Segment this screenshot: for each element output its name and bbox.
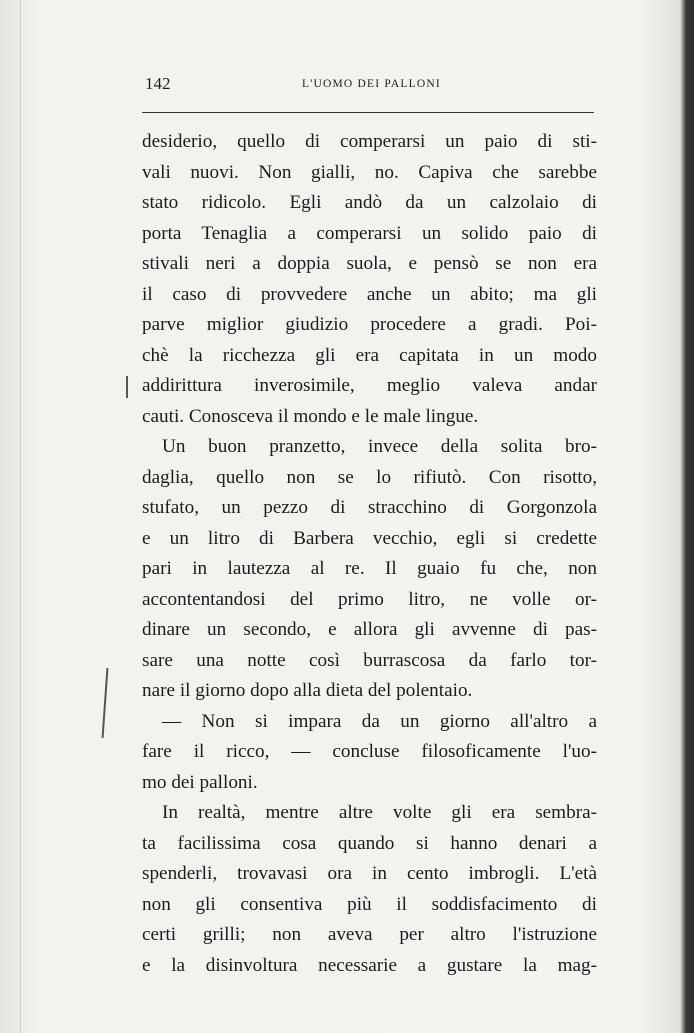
body-text [142, 127, 597, 981]
text-line: stato ridicolo. Egli andò da un calzolaio di [142, 192, 597, 213]
text-line: nare il giorno dopo alla dieta del polentaio. [142, 680, 473, 701]
running-title: L'UOMO DEI PALLONI [302, 78, 441, 90]
text-line: addirittura inverosimile, meglio valeva andar [142, 375, 597, 396]
text-line: fare il ricco, — concluse filosoficamente l'uo- [142, 741, 597, 762]
page-header [142, 74, 594, 104]
text-line: sare una notte così burrascosa da farlo tor- [142, 649, 597, 671]
text-line: cauti. Conosceva il mondo e le male lingue. [142, 405, 479, 427]
text-line: stivali neri a doppia suola, e pensò se non era [142, 253, 597, 274]
text-line: stufato, un pezzo di stracchino di Gorgonzola [142, 497, 597, 518]
text-line: ta facilissima cosa quando si hanno denari a [142, 832, 597, 854]
text-line: daglia, quello non se lo rifiutò. Con risotto, [142, 466, 597, 488]
text-line: chè la ricchezza gli era capitata in un modo [142, 344, 597, 366]
text-line: certi grilli; non aveva per altro l'istruzione [142, 924, 597, 945]
text-line: porta Tenaglia a comperarsi un solido paio di [142, 222, 597, 244]
page-edge-line [20, 0, 21, 1033]
text-line: e un litro di Barbera vecchio, egli si credette [142, 527, 597, 549]
margin-pencil-mark [102, 668, 109, 738]
text-line: accontentandosi del primo litro, ne volle or- [142, 588, 597, 610]
text-line: vali nuovi. Non gialli, no. Capiva che sarebbe [142, 161, 597, 183]
text-line: il caso di provvedere anche un abito; ma gli [142, 283, 597, 305]
text-line: Un buon pranzetto, invece della solita bro- [162, 436, 597, 457]
text-line: e la disinvoltura necessarie a gustare la mag- [142, 954, 597, 976]
text-line: dinare un secondo, e allora gli avvenne di pas- [142, 619, 597, 640]
text-line: parve miglior giudizio procedere a gradi. Poi- [142, 314, 597, 335]
text-line: spenderli, trovavasi ora in cento imbrogli. L'età [142, 863, 597, 884]
text-line: — Non si impara da un giorno all'altro a [162, 710, 597, 732]
header-rule [142, 112, 594, 113]
page-number: 142 [145, 74, 171, 93]
margin-pencil-mark [126, 376, 128, 398]
text-line: non gli consentiva più il soddisfacimento di [142, 893, 597, 915]
text-line: desiderio, quello di comperarsi un paio di sti- [142, 131, 597, 152]
text-line: In realtà, mentre altre volte gli era sembra- [162, 802, 597, 823]
text-line: pari in lautezza al re. Il guaio fu che, non [142, 558, 597, 579]
text-line: mo dei palloni. [142, 771, 258, 793]
